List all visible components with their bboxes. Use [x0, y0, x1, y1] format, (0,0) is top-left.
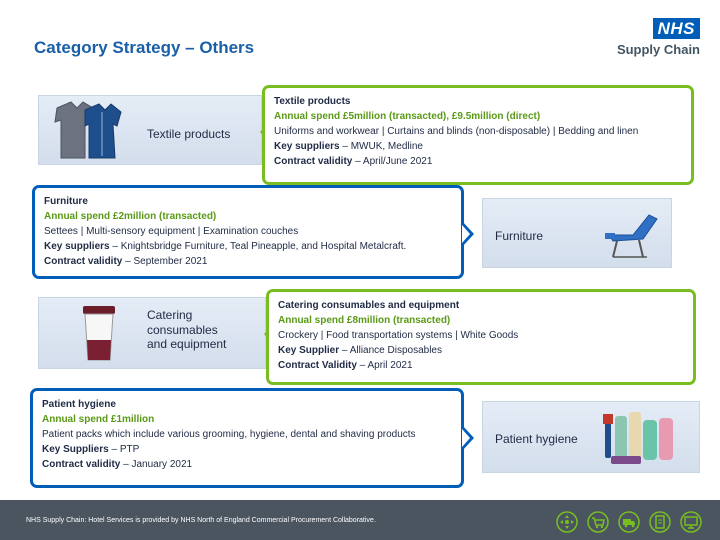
catering-detail-card — [266, 289, 696, 385]
furniture-detail-card — [32, 185, 464, 279]
furniture-spend: Annual spend £2million (transacted) — [44, 211, 217, 222]
furniture-validity-label: Contract validity — [44, 256, 123, 267]
uniform-icon — [49, 100, 125, 162]
catering-heading: Catering consumables and equipment — [278, 300, 460, 311]
footer-icon-row — [556, 511, 702, 533]
chair-icon — [603, 207, 665, 261]
textile-detail-card — [262, 85, 694, 185]
hygiene-validity-label: Contract validity — [42, 459, 121, 470]
document-icon — [649, 511, 671, 533]
furniture-label-box — [482, 198, 672, 268]
hygiene-validity: – January 2021 — [120, 459, 193, 470]
textile-validity: – April/June 2021 — [352, 156, 433, 167]
catering-items: Crockery | Food transportation systems | White Goods — [278, 330, 519, 341]
furniture-suppliers-label: Key suppliers — [44, 241, 110, 252]
hygiene-suppliers: – PTP — [108, 444, 140, 455]
truck-icon — [618, 511, 640, 533]
hygiene-suppliers-label: Key Suppliers — [42, 444, 109, 455]
cup-icon — [79, 304, 119, 364]
textile-spend: Annual spend £5million (transacted), £9.5million (direct) — [274, 111, 541, 122]
nhs-supply-chain-logo — [612, 18, 704, 62]
hygiene-heading: Patient hygiene — [42, 399, 116, 410]
catering-suppliers-label: Key Supplier — [278, 345, 340, 356]
furniture-suppliers: – Knightsbridge Furniture, Teal Pineapple, and Hospital Metalcraft. — [109, 241, 407, 252]
catering-label: Catering consumables and equipment — [147, 308, 227, 351]
textile-heading: Textile products — [274, 96, 351, 107]
hygiene-spend: Annual spend £1million — [42, 414, 155, 425]
logo-subtitle: Supply Chain — [616, 42, 700, 57]
catering-label-box — [38, 297, 266, 369]
furniture-arrow — [462, 221, 474, 247]
hygiene-items: Patient packs which include various grooming, hygiene, dental and shaving products — [42, 429, 416, 440]
textile-items: Uniforms and workwear | Curtains and blinds (non-disposable) | Bedding and linen — [274, 126, 639, 137]
logo-brand: NHS — [653, 18, 700, 39]
hygiene-label: Patient hygiene — [495, 432, 578, 446]
catering-validity-label: Contract Validity — [278, 360, 357, 371]
move-icon — [556, 511, 578, 533]
catering-suppliers: – Alliance Disposables — [339, 345, 442, 356]
furniture-heading: Furniture — [44, 196, 88, 207]
textile-suppliers-label: Key suppliers — [274, 141, 340, 152]
furniture-items: Settees | Multi-sensory equipment | Examination couches — [44, 226, 299, 237]
furniture-validity: – September 2021 — [122, 256, 208, 267]
textile-validity-label: Contract validity — [274, 156, 353, 167]
catering-spend: Annual spend £8million (transacted) — [278, 315, 451, 326]
hygiene-label-box — [482, 401, 700, 473]
footer-bar — [0, 500, 720, 540]
footer-text: NHS Supply Chain: Hotel Services is provided by NHS North of England Commercial Procurement Collaborative. — [26, 517, 376, 524]
catering-validity: – April 2021 — [356, 360, 413, 371]
monitor-icon — [680, 511, 702, 533]
trolley-icon — [587, 511, 609, 533]
page-title: Category Strategy – Others — [34, 38, 255, 57]
toiletries-icon — [601, 408, 681, 468]
textile-label: Textile products — [147, 127, 231, 141]
textile-label-box — [38, 95, 262, 165]
hygiene-arrow — [462, 425, 474, 451]
textile-suppliers: – MWUK, Medline — [339, 141, 423, 152]
furniture-label: Furniture — [495, 229, 544, 243]
hygiene-detail-card — [30, 388, 464, 488]
